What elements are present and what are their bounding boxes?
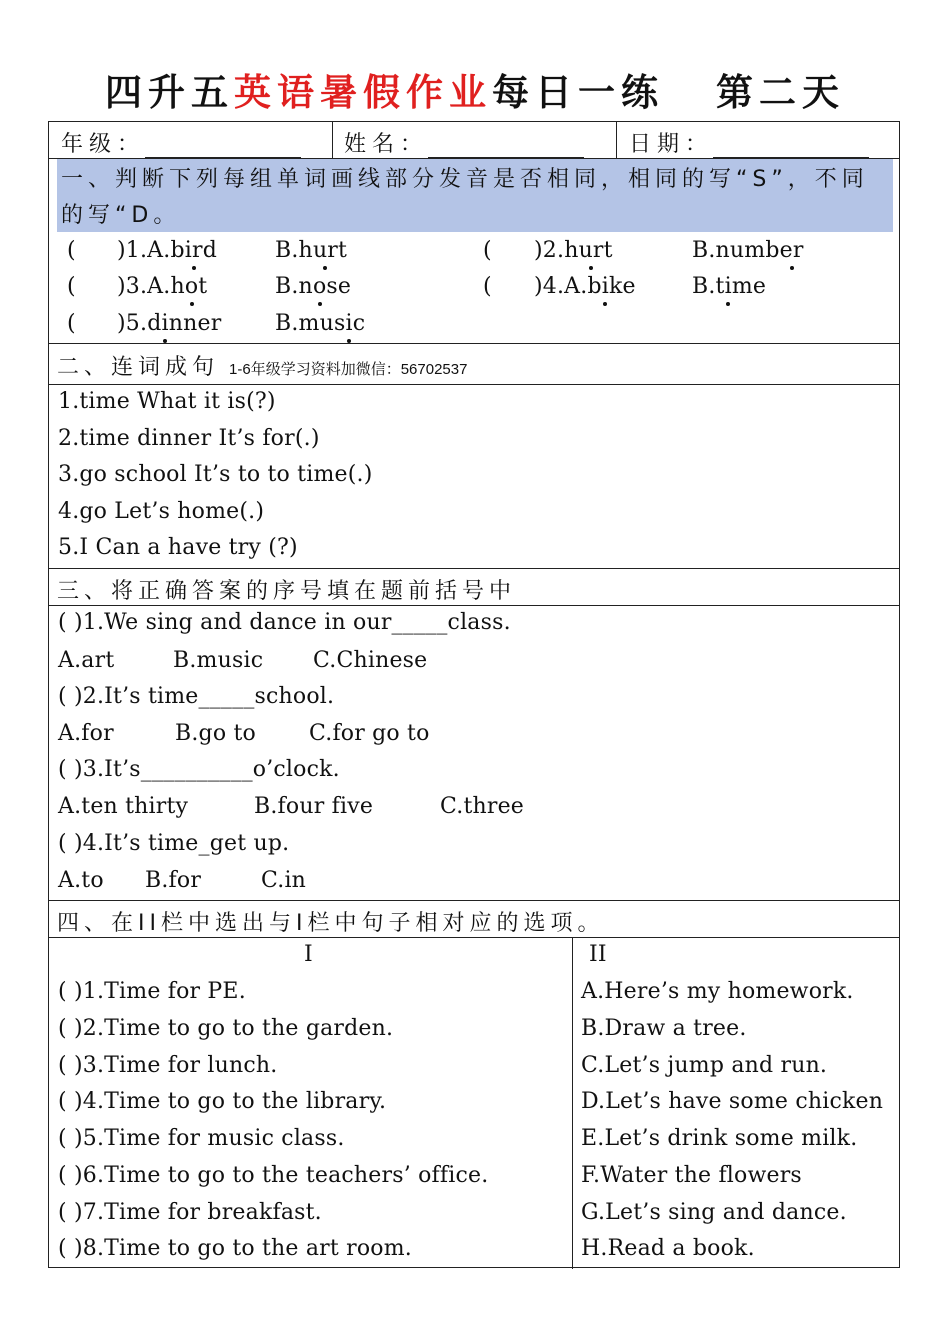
s2-item-4: 4.go Let’s home(.) <box>58 499 265 524</box>
s3-q4-option-a: A.to <box>58 868 104 893</box>
s1-item-5-b: B.music <box>275 311 366 336</box>
s3-q1-option-a: A.art <box>58 648 115 673</box>
s3-question-1: ( )1.We sing and dance in our_____class. <box>58 610 511 635</box>
grade-field[interactable] <box>61 127 301 158</box>
s4-left-item: ( )6.Time to go to the teachers’ office. <box>58 1163 489 1188</box>
s2-item-5: 5.I Can a have try (?) <box>58 535 298 560</box>
date-field[interactable] <box>629 127 869 158</box>
title-highlight: 英语暑假作业 <box>234 71 492 114</box>
section3-heading: 三、将正确答案的序号填在题前括号中 <box>57 579 517 604</box>
s2-item-2: 2.time dinner It’s for(.) <box>58 426 320 451</box>
title-suffix: 每日一练 <box>492 71 664 114</box>
s3-question-2: ( )2.It’s time_____school. <box>58 684 335 709</box>
s4-left-item: ( )5.Time for music class. <box>58 1126 345 1151</box>
worksheet-table <box>48 121 900 1268</box>
s4-left-item: ( )1.Time for PE. <box>58 979 246 1004</box>
s3-q3-option-c: C.three <box>440 794 525 819</box>
s4-right-item: F.Water the flowers <box>581 1163 802 1188</box>
s3-q4-option-c: C.in <box>261 868 307 893</box>
grade-label: 年级： <box>61 132 146 157</box>
s1-item-3: ( <box>67 274 76 299</box>
s3-q2-option-c: C.for go to <box>309 721 430 746</box>
s3-q2-option-b: B.go to <box>175 721 256 746</box>
s4-right-item: G.Let’s sing and dance. <box>581 1200 847 1225</box>
s3-q4-option-b: B.for <box>145 868 202 893</box>
s1-item-3-b: B.nose <box>275 274 352 299</box>
s2-item-1: 1.time What it is(?) <box>58 389 276 414</box>
s4-right-item: H.Read a book. <box>581 1236 755 1261</box>
s4-right-item: C.Let’s jump and run. <box>581 1053 828 1078</box>
s4-left-item: ( )3.Time for lunch. <box>58 1053 278 1078</box>
name-label: 姓名： <box>344 132 429 157</box>
s4-right-item: B.Draw a tree. <box>581 1016 747 1041</box>
s3-q2-option-a: A.for <box>58 721 114 746</box>
s3-question-4: ( )4.It’s time_get up. <box>58 831 290 856</box>
s1-item-2-words: )2.hurt <box>534 238 613 263</box>
s1-item-5: ( <box>67 311 76 336</box>
s4-left-item: ( )2.Time to go to the garden. <box>58 1016 394 1041</box>
s4-left-item: ( )8.Time to go to the art room. <box>58 1236 412 1261</box>
section4-heading: 四、在II栏中选出与I栏中句子相对应的选项。 <box>57 911 605 936</box>
s4-left-item: ( )4.Time to go to the library. <box>58 1089 387 1114</box>
date-label: 日期： <box>629 132 714 157</box>
s1-item-3-words: )3.A.hot <box>117 274 208 299</box>
title-prefix: 四升五 <box>105 71 234 114</box>
s3-q1-option-b: B.music <box>173 648 264 673</box>
s1-item-4-words: )4.A.bike <box>534 274 636 299</box>
s1-item-5-words: )5.dinner <box>117 311 222 336</box>
s1-item-4-b: B.time <box>692 274 767 299</box>
s3-q3-option-b: B.four five <box>254 794 374 819</box>
name-field[interactable] <box>344 127 584 158</box>
s2-item-3: 3.go school It’s to to time(.) <box>58 462 373 487</box>
s1-item-1: ( <box>67 238 76 263</box>
s1-item-2: ( <box>483 238 492 263</box>
s4-right-item: D.Let’s have some chicken <box>581 1089 884 1114</box>
section1-heading: 一、判断下列每组单词画线部分发音是否相同，相同的写“S”，不同的写“D。 <box>61 167 869 228</box>
s3-q1-option-c: C.Chinese <box>313 648 428 673</box>
s3-q3-option-a: A.ten thirty <box>58 794 189 819</box>
s1-item-1-words: )1.A.bird <box>117 238 218 263</box>
title-day: 第二天 <box>716 71 845 114</box>
s1-item-2-b: B.number <box>692 238 804 263</box>
wechat-note: 1-6年级学习资料加微信：56702537 <box>229 361 468 378</box>
s4-left-item: ( )7.Time for breakfast. <box>58 1200 322 1225</box>
col1-header: I <box>304 942 313 967</box>
s1-item-1-b: B.hurt <box>275 238 348 263</box>
s1-item-4: ( <box>483 274 492 299</box>
s4-right-item: E.Let’s drink some milk. <box>581 1126 858 1151</box>
s4-right-item: A.Here’s my homework. <box>581 979 854 1004</box>
col2-header: II <box>589 942 607 967</box>
page-title <box>48 62 902 116</box>
s3-question-3: ( )3.It’s__________o’clock. <box>58 757 340 782</box>
section2-heading: 二、连词成句 1-6年级学习资料加微信：56702537 <box>57 355 468 380</box>
